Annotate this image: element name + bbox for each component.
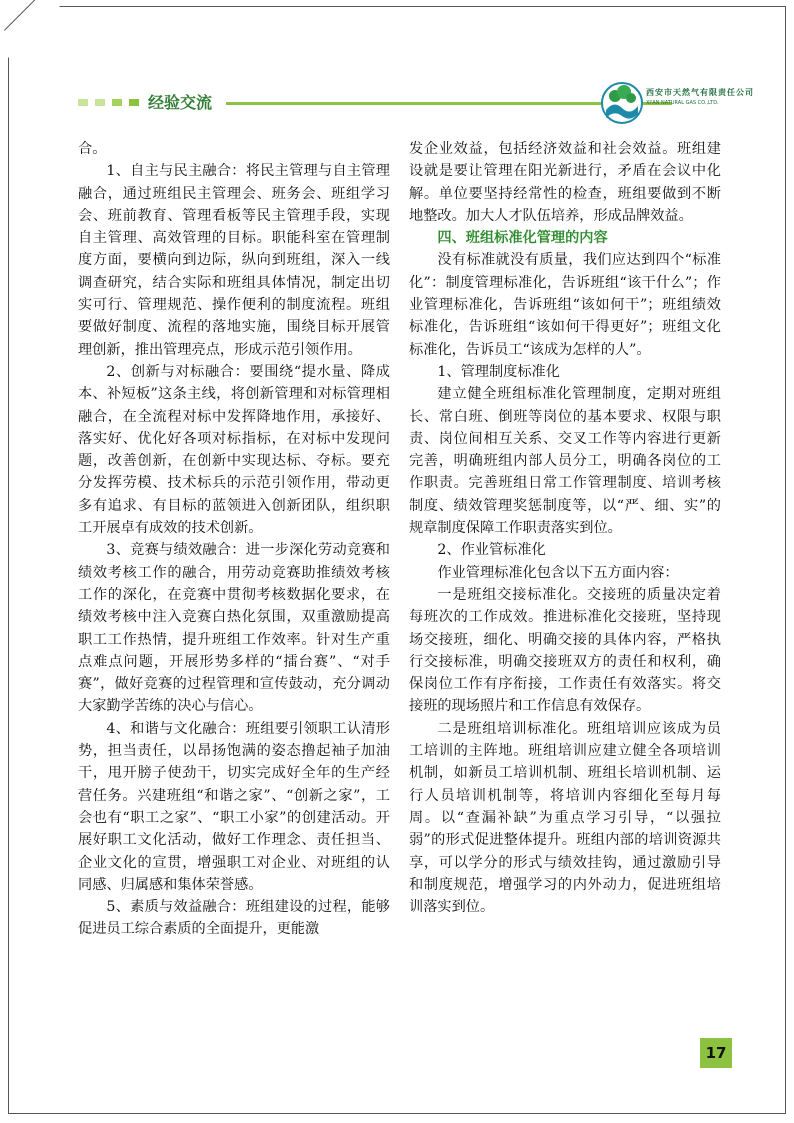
paragraph: 作业管理标准化包含以下五方面内容： xyxy=(437,564,679,581)
paragraph: 3、竞赛与绩效融合：进一步深化劳动竞赛和绩效考核工作的融合，用劳动竞赛助推绩效考核工作的深化，在竞赛中贯彻考核数据化要求，在绩效考核中注入竞赛白热化氛围，双重激励提高职工工作热情，提升班组工作效率。针对生产重点难点问题，开展形势多样的“擂台赛”、“对手赛”，做好竞赛的过程管理和宣传鼓动，充分调动大家勤学苦练的决心与信心。 xyxy=(78,542,390,715)
paragraph: 2、创新与对标融合：要围绕“提水量、降成本、补短板”这条主线，将创新管理和对标管理相融合，在全流程对标中发挥降地作用，承接好、落实好、优化好各项对标指标，在对标中发现问题，改善创新，在创新中实现达标、夺标。要充分发挥劳模、技术标兵的示范引领作用，带动更多有追求、有目标的蓝领进入创新团队，组织职工开展卓有成效的技术创新。 xyxy=(78,363,390,537)
left-column xyxy=(78,138,390,941)
paragraph: 建立健全班组标准化管理制度，定期对班组长、常白班、倒班等岗位的基本要求、权限与职责、岗位间相互关系、交叉工作等内容进行更新完善，明确班组内部人员分工，明确各岗位的工作职责。完善班组日常工作管理制度、培训考核制度、绩效管理奖惩制度等，以“严、细、实”的规章制度保障工作职责落实到位。 xyxy=(409,386,721,537)
subheading: 1、管理制度标准化 xyxy=(437,363,560,380)
section-heading: 四、班组标准化管理的内容 xyxy=(437,230,608,247)
page-corner-fold xyxy=(8,6,60,58)
page-header xyxy=(78,92,638,114)
header-dot xyxy=(112,99,122,106)
paragraph: 发企业效益，包括经济效益和社会效益。班组建设就是要让管理在阳光新进行，矛盾在会议中化解。单位要坚持经常性的检查，班组要做到不断地整改。加大人才队伍培养，形成品牌效益。 xyxy=(409,141,721,224)
header-dot xyxy=(78,99,88,106)
paragraph: 4、和谐与文化融合：班组要引领职工认清形势，担当责任，以昂扬饱满的姿态撸起袖子加油干，甩开膀子使劲干，切实完成好全年的生产经营任务。兴建班组“和谐之家”、“创新之家”，工会也有“职工之家”、“职工小家”的创建活动。开展好职工文化活动，做好工作理念、责任担当、企业文化的宣贯，增强职工对企业、对班组的认同感、归属感和集体荣誉感。 xyxy=(78,720,390,893)
page-number: 17 xyxy=(700,1038,732,1068)
right-column xyxy=(409,138,721,918)
header-dot xyxy=(95,99,105,106)
subheading: 2、作业管标准化 xyxy=(437,542,546,559)
company-name-cn: 西安市天然气有限责任公司 xyxy=(646,88,754,97)
paragraph: 1、自主与民主融合：将民主管理与自主管理融合，通过班组民主管理会、班务会、班组学习会、班前教育、管理看板等民主管理手段，实现自主管理、高效管理的目标。职能科室在管理制度方面，要横向到边际，纵向到班组，深入一线调查研究，结合实际和班组具体情况，制定出切实可行、管理规范、操作便利的制度流程。班组要做好制度、流程的落地实施，围绕目标开展管理创新，推出管理亮点，形成示范引领作用。 xyxy=(78,163,390,358)
section-title: 经验交流 xyxy=(144,92,216,114)
company-logo-text xyxy=(646,87,754,106)
company-name-en: XI'AN NATURAL GAS CO.,LTD. xyxy=(646,100,719,106)
paragraph: 合。 xyxy=(78,141,107,157)
paragraph: 没有标准就没有质量，我们应达到四个“标准化”：制度管理标准化，告诉班组“该干什么”；作业管理标准化，告诉班组“该如何干”；班组绩效标准化，告诉班组“该如何干得更好”；班组文化标准化，告诉员工“该成为怎样的人”。 xyxy=(409,252,721,358)
paragraph: 一是班组交接标准化。交接班的质量决定着每班次的工作成效。推进标准化交接班，坚持现场交接班，细化、明确交接的具体内容，严格执行交接标准，明确交接班双方的责任和权利，确保岗位工作有序衔接，工作责任有效落实。将交接班的现场照片和工作信息有效保存。 xyxy=(409,586,721,715)
paragraph: 5、素质与效益融合：班组建设的过程，能够促进员工综合素质的全面提升，更能激 xyxy=(78,899,390,938)
header-dot xyxy=(129,99,139,106)
paragraph: 二是班组培训标准化。班组培训应该成为员工培训的主阵地。班组培训应建立健全各项培训机制，如新员工培训机制、班组长培训机制、运行人员培训机制等，将培训内容细化至每月每周。以“查漏补缺”为重点学习引导，“以强拉弱”的形式促进整体提升。班组内部的培训资源共享，可以学分的形式与绩效挂钩，通过激励引导和制度规范，增强学习的内外动力，促进班组培训落实到位。 xyxy=(409,720,721,916)
